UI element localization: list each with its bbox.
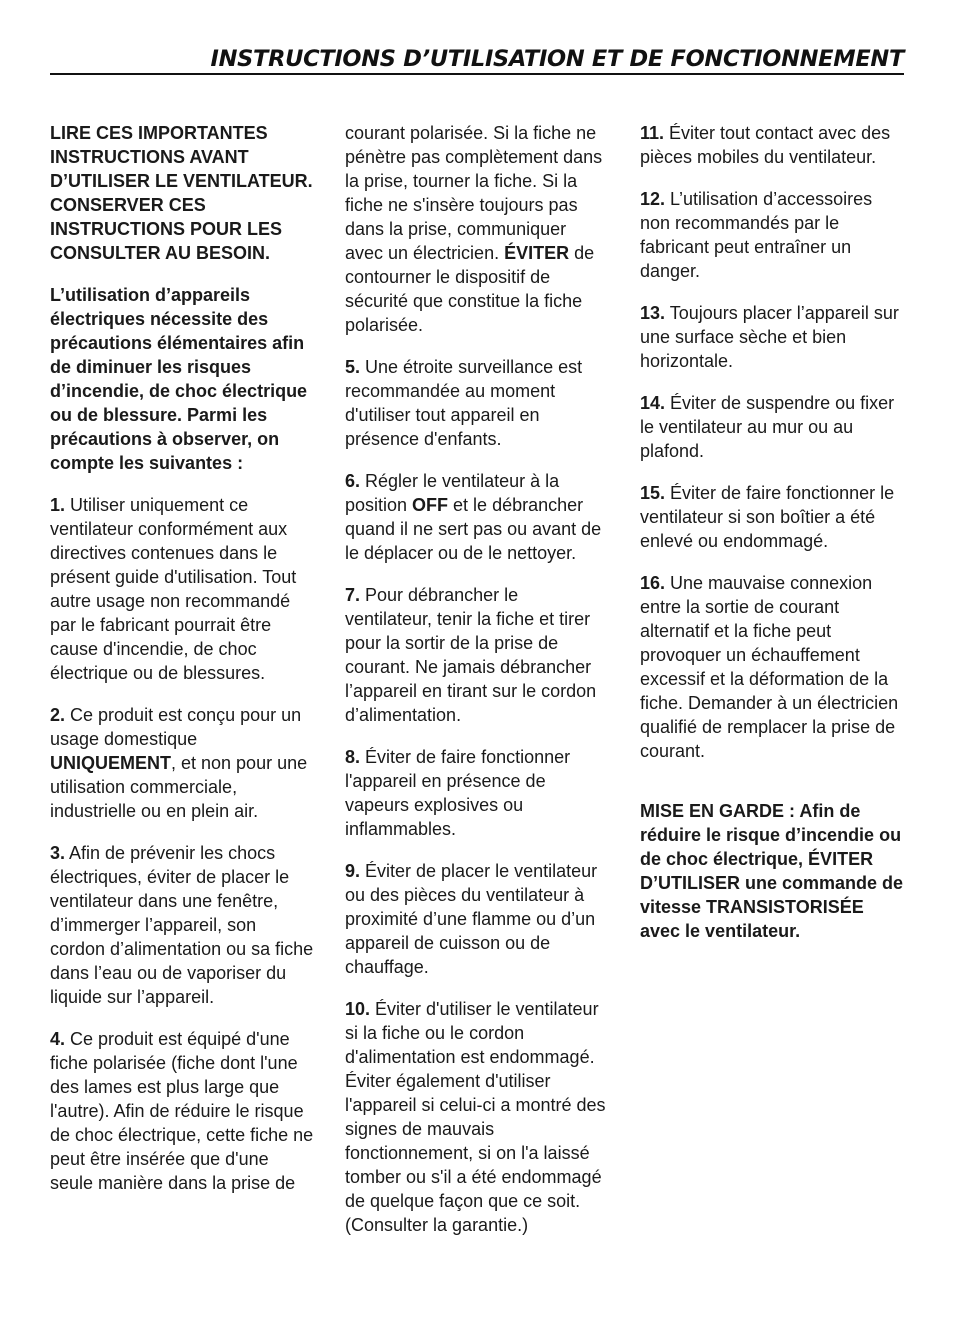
instruction-text: et le débrancher quand il ne sert pas ou avant de le déplacer ou de le nettoyer. bbox=[345, 495, 602, 563]
instruction-number: 5. bbox=[345, 357, 361, 377]
instruction-text: Régler le ventilateur à la position bbox=[345, 471, 560, 515]
instruction-text: Éviter tout contact avec des pièces mobiles du ventilateur. bbox=[640, 123, 891, 167]
instruction-text: Une mauvaise connexion entre la sortie de courant alternatif et la fiche peut provoquer un échauffement excessif et la déformation de la fiche. Demander à un électricien qualifié de remplacer la prise de courant. bbox=[640, 573, 899, 761]
instruction-number: 8. bbox=[345, 747, 361, 767]
instruction-text: Afin de prévenir les chocs électriques, éviter de placer le ventilateur dans une fenêtre, d’immerger l’appareil, son cordon d’alimentation ou sa fiche dans l’eau ou de vaporiser du liquide sur l’appareil. bbox=[50, 843, 314, 1007]
caution-warning: MISE EN GARDE : Afin de réduire le risque d’incendie ou de choc électrique, ÉVITER D’UTILISER une commande de vitesse TRANSISTORISÉE avec le ventilateur. bbox=[640, 801, 904, 941]
page-title: INSTRUCTIONS D’UTILISATION ET DE FONCTIONNEMENT bbox=[210, 46, 904, 72]
instruction-13 bbox=[640, 301, 904, 373]
column-1 bbox=[50, 121, 314, 1213]
instruction-14 bbox=[640, 391, 904, 463]
emphasis-text: ÉVITER bbox=[504, 243, 570, 263]
instruction-5 bbox=[345, 355, 609, 451]
instruction-text: Pour débrancher le ventilateur, tenir la fiche et tirer pour la sortir de la prise de courant. Ne jamais débrancher l’appareil en tirant sur le cordon d’alimentation. bbox=[345, 585, 597, 725]
instruction-1 bbox=[50, 493, 314, 685]
instruction-text: de contourner le dispositif de sécurité que constitue la fiche polarisée. bbox=[345, 243, 595, 335]
instruction-text: Ce produit est conçu pour un usage domestique bbox=[50, 705, 302, 749]
instruction-number: 7. bbox=[345, 585, 361, 605]
instruction-10 bbox=[345, 997, 609, 1237]
safety-intro: L’utilisation d’appareils électriques nécessite des précautions élémentaires afin de diminuer les risques d’incendie, de choc électrique ou de blessure. Parmi les précautions à observer, on compte les suivantes : bbox=[50, 285, 308, 473]
instruction-text: Une étroite surveillance est recommandée au moment d'utiliser tout appareil en présence d'enfants. bbox=[345, 357, 583, 449]
instruction-3 bbox=[50, 841, 314, 1009]
instruction-number: 2. bbox=[50, 705, 66, 725]
instruction-number: 4. bbox=[50, 1029, 66, 1049]
instruction-number: 3. bbox=[50, 843, 66, 863]
instruction-number: 9. bbox=[345, 861, 361, 881]
instruction-text: Ce produit est équipé d'une fiche polarisée (fiche dont l'une des lames est plus large que l'autre). Afin de réduire le risque de choc électrique, cette fiche ne peut être insérée que d'une seule manière dans la prise de bbox=[50, 1029, 314, 1193]
instruction-text: Utiliser uniquement ce ventilateur conformément aux directives contenues dans le présent guide d'utilisation. Tout autre usage non recommandé par le fabricant pourrait être cause d'incendie, de choc électrique ou de blessures. bbox=[50, 495, 297, 683]
instruction-9 bbox=[345, 859, 609, 979]
column-2 bbox=[345, 121, 609, 1255]
instruction-text: Éviter de faire fonctionner le ventilateur si son boîtier a été enlevé ou endommagé. bbox=[640, 483, 895, 551]
instruction-number: 14. bbox=[640, 393, 666, 413]
instruction-11 bbox=[640, 121, 904, 169]
instruction-number: 10. bbox=[345, 999, 371, 1019]
emphasis-text: OFF bbox=[412, 495, 449, 515]
emphasis-text: UNIQUEMENT bbox=[50, 753, 171, 773]
instruction-4-continued bbox=[345, 121, 609, 337]
instruction-7 bbox=[345, 583, 609, 727]
instruction-2 bbox=[50, 703, 314, 823]
instruction-text: L’utilisation d’accessoires non recommandés par le fabricant peut entraîner un danger. bbox=[640, 189, 873, 281]
instruction-number: 11. bbox=[640, 123, 665, 143]
instruction-number: 1. bbox=[50, 495, 66, 515]
instruction-number: 15. bbox=[640, 483, 666, 503]
instruction-number: 6. bbox=[345, 471, 361, 491]
instruction-text: Éviter d'utiliser le ventilateur si la fiche ou le cordon d'alimentation est endommagé. Éviter également d'utiliser l'appareil si celui-ci a montré des signes de mauvais fonctionnement, si on l'a laissé tomber ou s'il a été endommagé de quelque façon que ce soit. (Consulter la garantie.) bbox=[345, 999, 606, 1235]
instruction-16 bbox=[640, 571, 904, 763]
instruction-text: Toujours placer l’appareil sur une surface sèche et bien horizontale. bbox=[640, 303, 899, 371]
instruction-12 bbox=[640, 187, 904, 283]
instruction-text: courant polarisée. Si la fiche ne pénètre pas complètement dans la prise, tourner la fiche. Si la fiche ne s'insère toujours pas dans la prise, communiquer avec un électricien. bbox=[345, 123, 603, 263]
instruction-text: Éviter de placer le ventilateur ou des pièces du ventilateur à proximité d’une flamme ou d’un appareil de cuisson ou de chauffage. bbox=[345, 861, 598, 977]
instruction-text: , et non pour une utilisation commerciale, industrielle ou en plein air. bbox=[50, 753, 308, 821]
read-instructions-notice: LIRE CES IMPORTANTES INSTRUCTIONS AVANT D’UTILISER LE VENTILATEUR. CONSERVER CES INSTRUCTIONS POUR LES CONSULTER AU BESOIN. bbox=[50, 123, 313, 263]
column-3 bbox=[640, 121, 904, 961]
instruction-number: 13. bbox=[640, 303, 666, 323]
instruction-number: 12. bbox=[640, 189, 666, 209]
instruction-8 bbox=[345, 745, 609, 841]
instruction-6 bbox=[345, 469, 609, 565]
instruction-4 bbox=[50, 1027, 314, 1195]
instruction-text: Éviter de faire fonctionner l'appareil en présence de vapeurs explosives ou inflammables. bbox=[345, 747, 571, 839]
instruction-text: Éviter de suspendre ou fixer le ventilateur au mur ou au plafond. bbox=[640, 393, 895, 461]
instruction-15 bbox=[640, 481, 904, 553]
instruction-number: 16. bbox=[640, 573, 666, 593]
title-underline bbox=[50, 73, 904, 75]
